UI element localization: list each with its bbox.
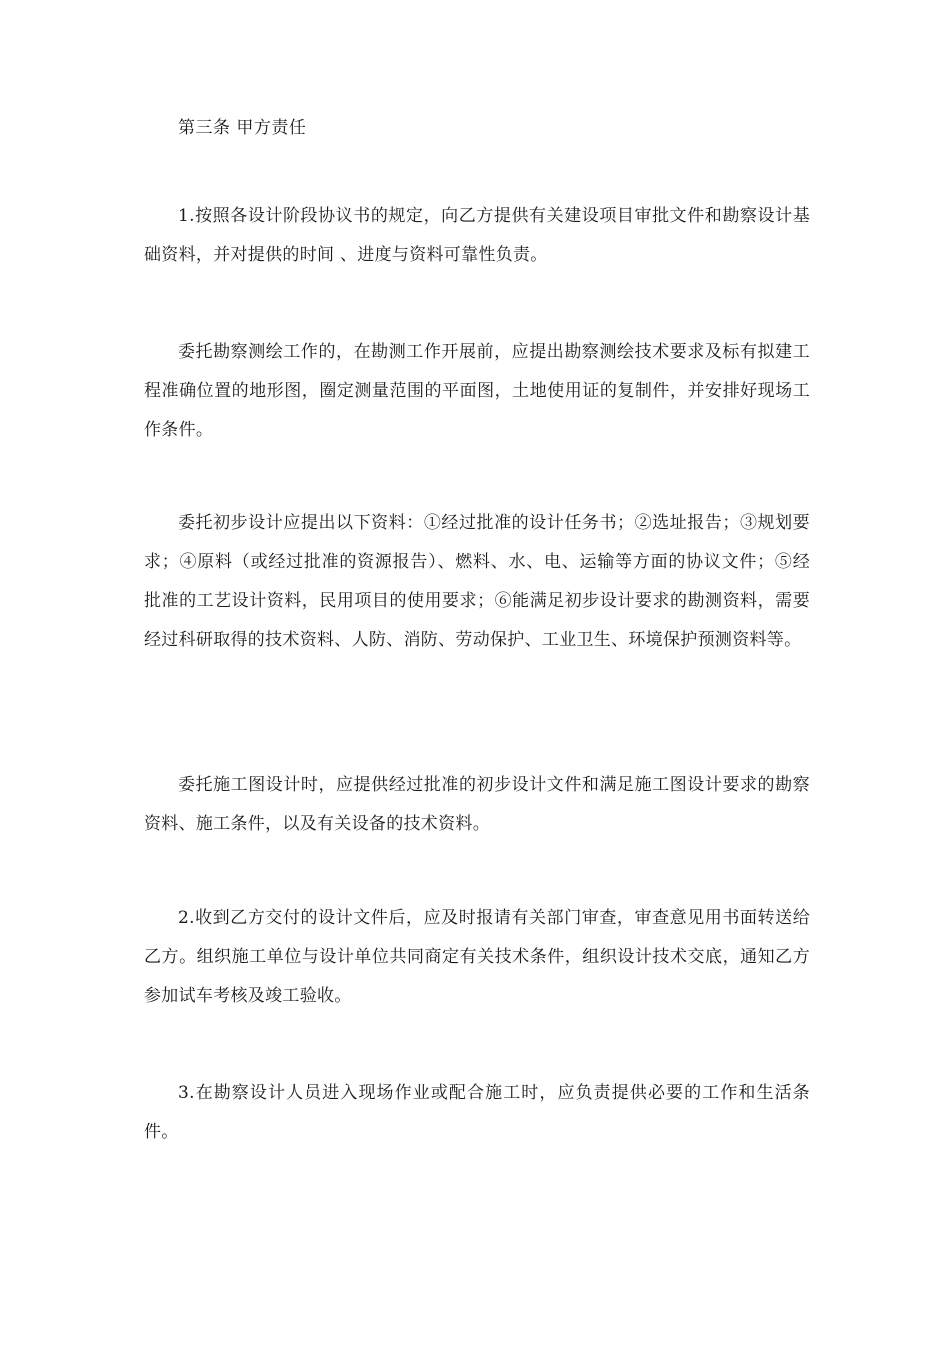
paragraph-5: 2.收到乙方交付的设计文件后，应及时报请有关部门审查，审查意见用书面转送给乙方。组织施工单位与设计单位共同商定有关技术条件，组织设计技术交底，通知乙方参加试车考核及竣工验收。 (144, 908, 810, 1006)
paragraph-3: 委托初步设计应提出以下资料：①经过批准的设计任务书；②选址报告；③规划要求；④原料（或经过批准的资源报告）、燃料、水、电、运输等方面的协议文件；⑤经批准的工艺设计资料，民用项目的使用要求；⑥能满足初步设计要求的勘测资料，需要经过科研取得的技术资料、人防、消防、劳动保护、工业卫生、环境保护预测资料等。 (144, 513, 810, 650)
paragraph-1: 1.按照各设计阶段协议书的规定，向乙方提供有关建设项目审批文件和勘察设计基础资料，并对提供的时间 、进度与资料可靠性负责。 (144, 206, 810, 265)
paragraph-6: 3.在勘察设计人员进入现场作业或配合施工时，应负责提供必要的工作和生活条件。 (144, 1083, 810, 1142)
section-heading: 第三条 甲方责任 (178, 118, 307, 138)
paragraph-2: 委托勘察测绘工作的，在勘测工作开展前，应提出勘察测绘技术要求及标有拟建工程准确位置的地形图，圈定测量范围的平面图，土地使用证的复制件，并安排好现场工作条件。 (144, 342, 810, 440)
paragraph-4: 委托施工图设计时，应提供经过批准的初步设计文件和满足施工图设计要求的勘察资料、施工条件，以及有关设备的技术资料。 (144, 775, 810, 834)
